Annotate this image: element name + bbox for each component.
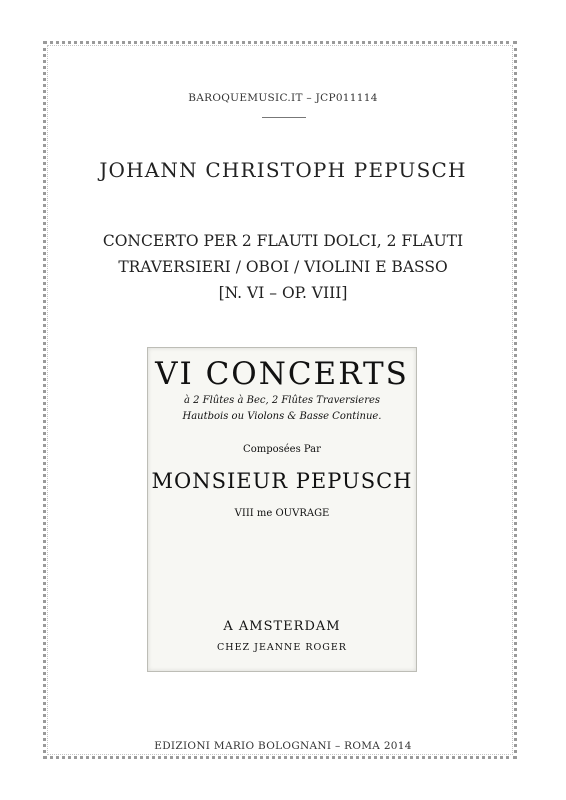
composer-name: JOHANN CHRISTOPH PEPUSCH [99, 158, 467, 182]
publisher-footer: EDIZIONI MARIO BOLOGNANI – ROMA 2014 [154, 740, 412, 752]
facsimile-city: A AMSTERDAM [223, 619, 341, 634]
work-title-line-1: CONCERTO PER 2 FLAUTI DOLCI, 2 FLAUTI [102, 232, 464, 250]
facsimile-publisher: CHEZ JEANNE ROGER [217, 642, 347, 653]
work-title-line-3: [N. VI – OP. VIII] [218, 284, 348, 302]
facsimile-heading: VI CONCERTS [155, 356, 409, 392]
facsimile-instrumentation-1: à 2 Flûtes à Bec, 2 Flûtes Traversieres [183, 395, 381, 406]
facsimile-instrumentation-2: Hautbois ou Violons & Basse Continue. [182, 411, 382, 422]
facsimile-composer: MONSIEUR PEPUSCH [151, 469, 413, 493]
facsimile-composed-by: Composées Par [243, 444, 321, 455]
work-title-line-2: TRAVERSIERI / OBOI / VIOLINI E BASSO [118, 258, 448, 276]
catalog-code: BAROQUEMUSIC.IT – JCP011114 [188, 92, 378, 104]
work-title [60, 228, 506, 306]
facsimile-opus: VIII me OUVRAGE [234, 508, 330, 519]
divider [262, 117, 306, 118]
facsimile-title-page [147, 347, 417, 672]
